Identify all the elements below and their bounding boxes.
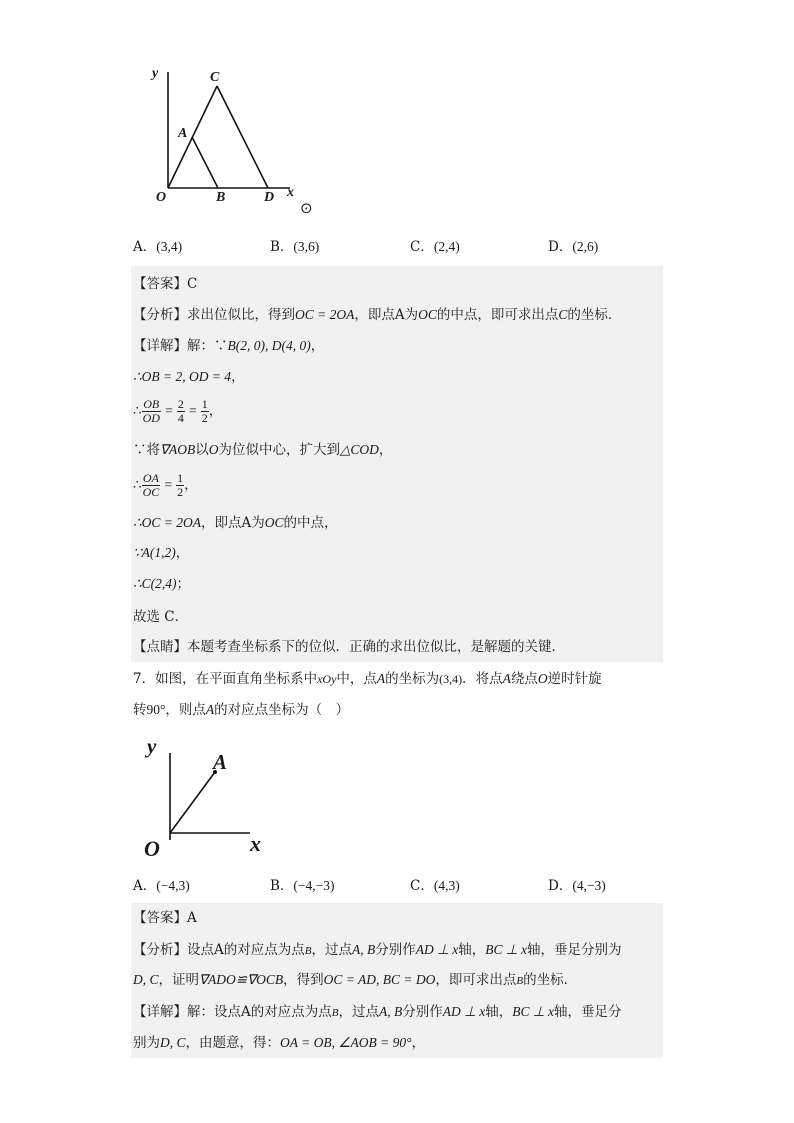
q6-detail-line3: ∴ $\frac{OB}{OD}$ = $\frac{2}{4}$ = $\frac{1}{2}$ ， xyxy=(133,397,223,425)
fig1-label-B: B xyxy=(216,190,226,205)
q7-choice-a[interactable]: A．(−4,3) xyxy=(133,878,190,894)
q6-detail-line1: 【详解】解：∵B(2, 0), D(4, 0)， xyxy=(133,338,325,354)
q7-detail-line1: 【详解】解：设点A的对应点为点B，过点A, B分别作AD ⊥ x轴，BC ⊥ x轴，垂足分 xyxy=(133,1004,622,1020)
segment-AB xyxy=(192,137,218,188)
q6-detail-line4: ∵将∇AOB以O为位似中心，扩大到△COD， xyxy=(133,442,393,458)
q7-stem-line1: 7．如图，在平面直角坐标系中xOy中，点A的坐标为(3,4)．将点A绕点O逆时针旋 xyxy=(133,671,602,687)
q7-detail-line2: 别为D, C，由题意，得：OA = OB, ∠AOB = 90°， xyxy=(133,1035,425,1051)
fig2-label-O: O xyxy=(144,836,160,861)
fig1-label-A: A xyxy=(178,126,188,141)
q7-answer: 【答案】A xyxy=(133,910,197,926)
q6-detail-line2: ∴OB = 2, OD = 4， xyxy=(133,369,245,385)
q6-analysis: 【分析】求出位似比，得到OC = 2OA，即点A为OC的中点，即可求出点C的坐标． xyxy=(133,307,622,323)
fig1-label-y: y xyxy=(152,66,159,81)
q7-stem-line2: 转90°，则点A的对应点坐标为（ ） xyxy=(133,702,350,718)
q6-solution-block xyxy=(131,266,663,662)
fig2-label-x: x xyxy=(250,831,261,856)
q6-comment: 【点睛】本题考查坐标系下的位似．正确的求出位似比，是解题的关键． xyxy=(133,639,565,655)
fig2-label-A: A xyxy=(213,750,228,774)
fig2-label-y: y xyxy=(147,734,157,758)
fig1-label-C: C xyxy=(210,70,220,85)
segment-OA xyxy=(170,772,215,833)
fig1-label-O: O xyxy=(156,190,167,205)
fig1-circle-marker: ⊙ xyxy=(300,199,313,217)
q6-detail-line8: ∴C(2,4)； xyxy=(133,576,190,592)
q6-detail-line6: ∴OC = 2OA，即点A为OC的中点， xyxy=(133,515,338,531)
q6-detail-line5: ∴ $\frac{OA}{OC}$ = $\frac{1}{2}$ ， xyxy=(133,471,198,499)
q7-choice-b[interactable]: B．(−4,−3) xyxy=(270,878,335,894)
q6-choice-c[interactable]: C．(2,4) xyxy=(410,239,460,255)
q6-choice-d[interactable]: D．(2,6) xyxy=(548,239,599,255)
fig1-label-x: x xyxy=(287,185,294,200)
q6-detail-line9: 故选 C． xyxy=(133,609,189,625)
q6-choice-b[interactable]: B．(3,6) xyxy=(270,239,320,255)
q7-choice-c[interactable]: C．(4,3) xyxy=(410,878,460,894)
q7-analysis-line2: D, C，证明∇ADO≌∇OCB，得到OC = AD, BC = DO，即可求出点B的坐标． xyxy=(133,972,578,988)
q6-answer: 【答案】C xyxy=(133,276,198,292)
q6-choice-a[interactable]: A．(3,4) xyxy=(133,239,183,255)
q7-analysis-line1: 【分析】设点A的对应点为点B，过点A, B分别作AD ⊥ x轴，BC ⊥ x轴，垂足分别为 xyxy=(133,942,622,958)
q7-choice-d[interactable]: D．(4,−3) xyxy=(548,878,606,894)
fig1-label-D: D xyxy=(264,190,275,205)
segment-CD xyxy=(217,86,268,188)
q6-detail-line7: ∵A(1,2)， xyxy=(133,545,190,561)
